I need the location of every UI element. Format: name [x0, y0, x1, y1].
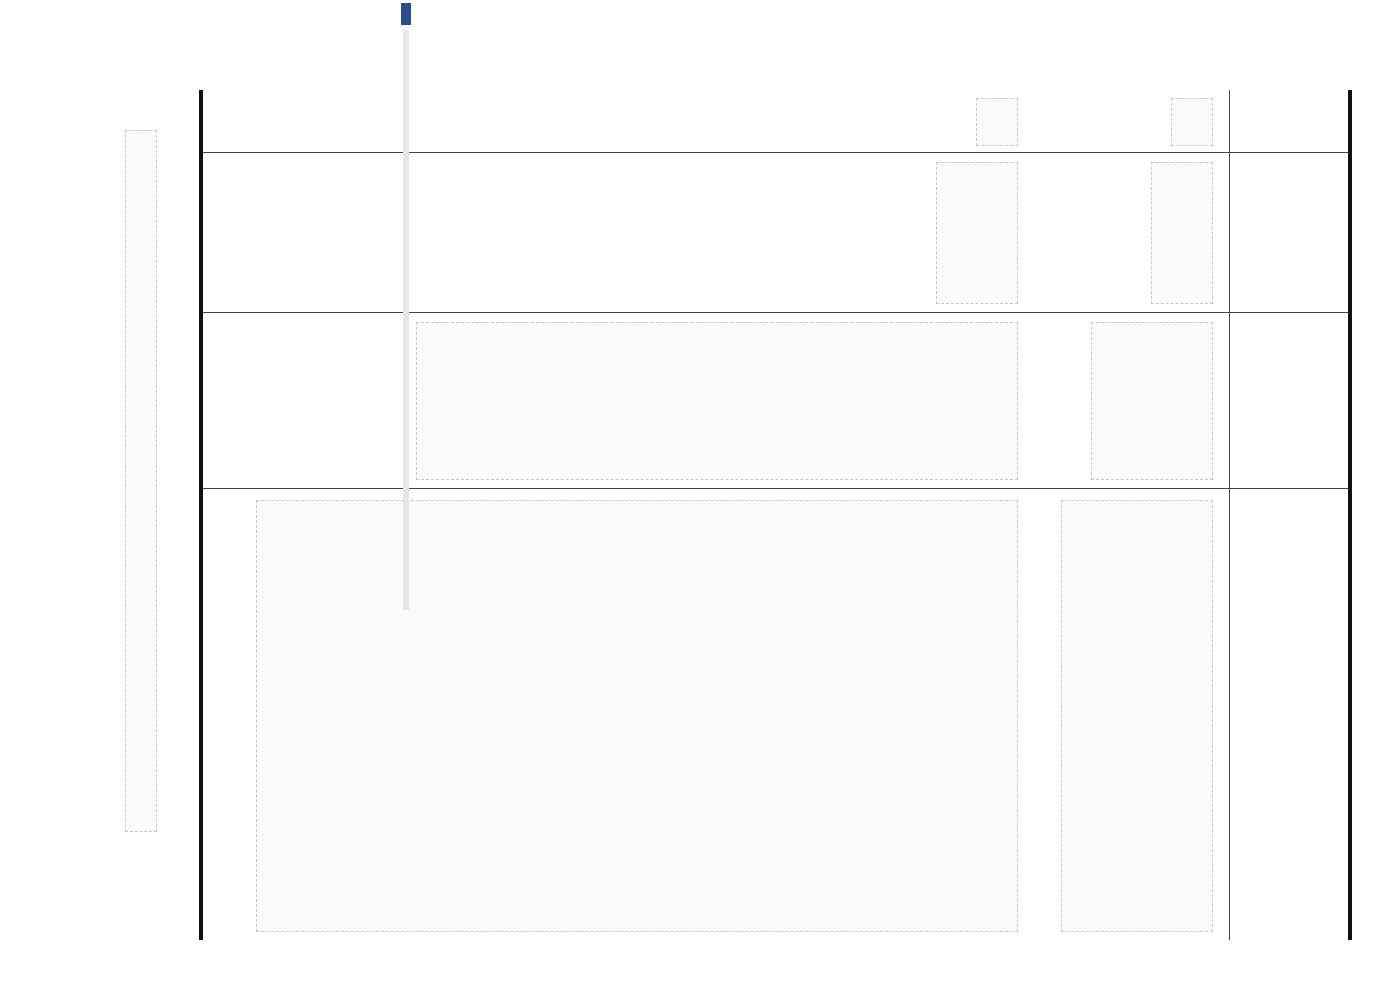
running-header: [55, 150, 99, 935]
row-2-petition: [416, 322, 1018, 480]
header-petitioners: [1234, 488, 1342, 940]
row-1-petitioners: [1061, 500, 1213, 932]
row-2-petitioners: [256, 500, 1018, 932]
digitization-credit: [400, 0, 412, 1000]
header-petition: [1234, 312, 1342, 488]
credit-text: [403, 30, 409, 610]
col-divider: [203, 312, 1348, 313]
row-1-petition: [1091, 322, 1213, 480]
petition-table: [199, 90, 1352, 940]
col-divider: [203, 488, 1348, 489]
dfg-logo-icon: [401, 3, 411, 25]
header-subject: [1234, 152, 1342, 312]
header-divider: [1229, 90, 1230, 940]
footnote: [125, 130, 157, 832]
row-1-tariff: [1171, 98, 1213, 146]
row-1-subject: [1151, 162, 1213, 304]
col-divider: [203, 152, 1348, 153]
row-2-subject: [936, 162, 1018, 304]
header-tariff-number: [1234, 90, 1342, 152]
row-2-tariff: [976, 98, 1018, 146]
